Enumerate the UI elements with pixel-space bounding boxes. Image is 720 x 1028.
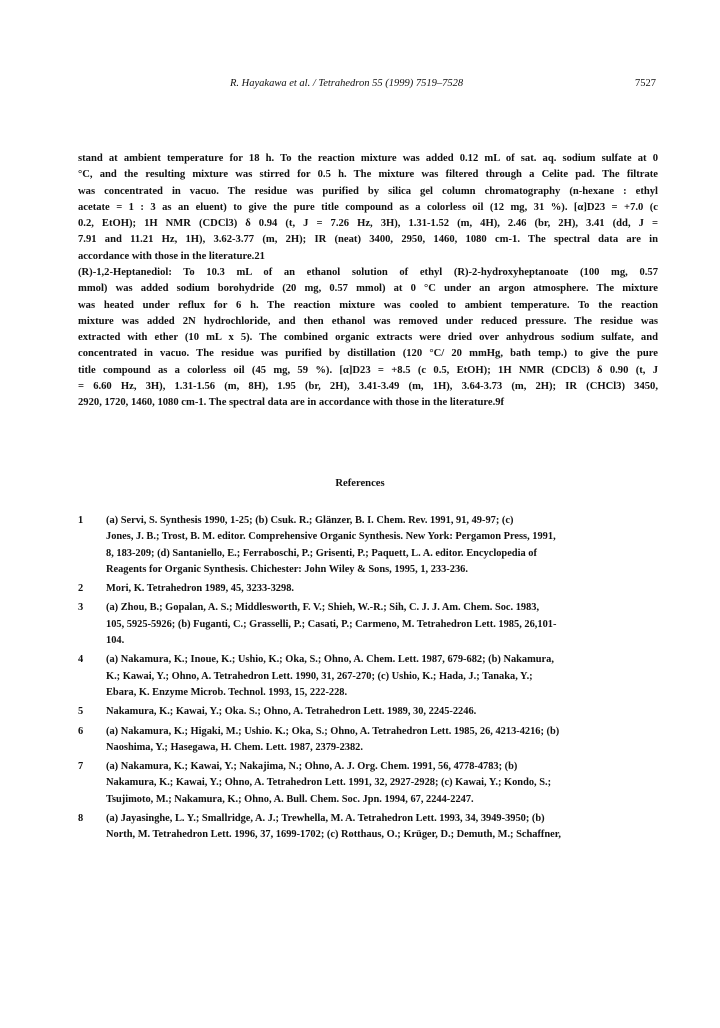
paragraph-line: = 6.60 Hz, 3H), 1.31-1.56 (m, 8H), 1.95 (br, 2H), 3.41-3.49 (m, 1H), 3.64-3.73 (m, 2H); IR (CHCl3) 3450, [78, 381, 658, 393]
paragraph-line: extracted with ether (10 mL x 5). The combined organic extracts were dried over anhydrous sodium sulfate, and [78, 332, 658, 344]
page-header [78, 78, 656, 94]
reference-line: (a) Nakamura, K.; Higaki, M.; Ushio. K.; Oka, S.; Ohno, A. Tetrahedron Lett. 1985, 26, 4213-4216; (b) [106, 725, 560, 737]
reference-item [78, 600, 658, 649]
references-list [78, 513, 658, 847]
paragraph-line: 7.91 and 11.21 Hz, 1H), 3.62-3.77 (m, 2H); IR (neat) 3400, 2950, 1460, 1080 cm-1. The spectral data are in [78, 234, 658, 246]
paragraph-line: mmol) was added sodium borohydride (20 mg, 0.57 mmol) at 0 °C under an argon atmosphere. The mixture [78, 283, 658, 295]
reference-line: K.; Kawai, Y.; Ohno, A. Tetrahedron Lett. 1990, 31, 267-270; (c) Ushio, K.; Hada, J.; Tanaka, Y.; [106, 670, 533, 682]
reference-text [106, 652, 658, 701]
page-number: 7527 [635, 78, 656, 89]
paragraph-line: °C, and the resulting mixture was stirred for 0.5 h. The mixture was filtered through a Celite pad. The filtrate [78, 169, 658, 181]
reference-line: Reagents for Organic Synthesis. Chichester: John Wiley & Sons, 1995, 1, 233-236. [106, 563, 468, 575]
reference-number: 5 [78, 706, 84, 718]
reference-text [106, 704, 658, 720]
references-heading: References [335, 478, 385, 489]
reference-line: Ebara, K. Enzyme Microb. Technol. 1993, 15, 222-228. [106, 686, 348, 698]
reference-line: 104. [106, 635, 125, 647]
reference-item [78, 811, 658, 844]
paragraph-line: was heated under reflux for 6 h. The reaction mixture was cooled to ambient temperature. To the reaction [78, 299, 658, 311]
paragraph-line: mixture was added 2N hydrochloride, and then ethanol was removed under reduced pressure. The residue was [78, 315, 658, 327]
reference-line: Mori, K. Tetrahedron 1989, 45, 3233-3298. [106, 583, 294, 595]
paragraph-line: accordance with those in the literature.21 [78, 250, 265, 262]
paragraph-2 [78, 265, 658, 412]
reference-number: 2 [78, 583, 84, 595]
reference-item [78, 704, 658, 720]
reference-text [106, 513, 658, 578]
reference-item [78, 513, 658, 578]
reference-text [106, 724, 658, 757]
reference-text [106, 600, 658, 649]
reference-line: North, M. Tetrahedron Lett. 1996, 37, 1699-1702; (c) Rotthaus, O.; Krüger, D.; Demuth, M.; Schaffner, [106, 829, 562, 841]
reference-number: 4 [78, 654, 84, 666]
reference-line: Jones, J. B.; Trost, B. M. editor. Comprehensive Organic Synthesis. New York: Pergamon Press, 1991, [106, 531, 556, 543]
reference-line: 105, 5925-5926; (b) Fuganti, C.; Grasselli, P.; Casati, P.; Carmeno, M. Tetrahedron Lett. 1985, 26,101- [106, 618, 557, 630]
reference-text [106, 759, 658, 808]
paragraph-line: 0.2, EtOH); 1H NMR (CDCl3) δ 0.94 (t, J = 7.26 Hz, 3H), 1.31-1.52 (m, 4H), 2.46 (br, 2H), 3.41 (dd, J = [78, 218, 658, 230]
paragraph-line: was concentrated in vacuo. The residue was purified by silica gel column chromatography (n-hexane : ethyl [78, 185, 658, 197]
reference-line: Naoshima, Y.; Hasegawa, H. Chem. Lett. 1987, 2379-2382. [106, 741, 363, 753]
reference-number: 8 [78, 813, 84, 825]
paragraph-line: concentrated in vacuo. The residue was purified by distillation (120 °C/ 20 mmHg, bath temp.) to give the pure [78, 348, 658, 360]
reference-item [78, 759, 658, 808]
paragraph-line: title compound as a colorless oil (45 mg, 59 %). [α]D23 = +8.5 (c 0.5, EtOH); 1H NMR (CDCl3) δ 0.90 (t, J [78, 364, 658, 376]
reference-item [78, 581, 658, 597]
reference-line: Tsujimoto, M.; Nakamura, K.; Ohno, A. Bull. Chem. Soc. Jpn. 1994, 67, 2244-2247. [106, 793, 474, 805]
reference-number: 7 [78, 761, 84, 773]
reference-line: (a) Servi, S. Synthesis 1990, 1-25; (b) Csuk. R.; Glänzer, B. I. Chem. Rev. 1991, 91, 49-97; (c) [106, 515, 514, 526]
paragraph-line: acetate = 1 : 3 as an eluent) to give the pure title compound as a colorless oil (12 mg, 31 %). [α]D23 = +7.0 (c [78, 201, 658, 213]
reference-line: Nakamura, K.; Kawai, Y.; Ohno, A. Tetrahedron Lett. 1991, 32, 2927-2928; (c) Kawai, Y.; Kondo, S.; [106, 777, 552, 789]
reference-text [106, 581, 658, 597]
running-title: R. Hayakawa et al. / Tetrahedron 55 (1999) 7519–7528 [230, 78, 464, 89]
reference-number: 6 [78, 725, 84, 737]
reference-number: 3 [78, 602, 84, 614]
reference-line: 8, 183-209; (d) Santaniello, E.; Ferraboschi, P.; Grisenti, P.; Paquett, L. A. editor. Encyclopedia of [106, 547, 537, 559]
paragraph-1 [78, 151, 658, 265]
reference-line: (a) Nakamura, K.; Inoue, K.; Ushio, K.; Oka, S.; Ohno, A. Chem. Lett. 1987, 679-682; (b) Nakamura, [106, 654, 554, 666]
reference-item [78, 652, 658, 701]
reference-line: Nakamura, K.; Kawai, Y.; Oka. S.; Ohno, A. Tetrahedron Lett. 1989, 30, 2245-2246. [106, 706, 477, 718]
reference-text [106, 811, 658, 844]
reference-line: (a) Nakamura, K.; Kawai, Y.; Nakajima, N.; Ohno, A. J. Org. Chem. 1991, 56, 4778-4783; (b) [106, 761, 518, 773]
reference-line: (a) Jayasinghe, L. Y.; Smallridge, A. J.; Trewhella, M. A. Tetrahedron Lett. 1993, 34, 3949-3950; (b) [106, 813, 545, 825]
reference-number: 1 [78, 515, 84, 526]
paragraph-line: (R)-1,2-Heptanediol: To 10.3 mL of an ethanol solution of ethyl (R)-2-hydroxyheptanoate (100 mg, 0.57 [78, 267, 658, 278]
paragraph-line: stand at ambient temperature for 18 h. To the reaction mixture was added 0.12 mL of sat. aq. sodium sulfate at 0 [78, 153, 658, 164]
paragraph-line: 2920, 1720, 1460, 1080 cm-1. The spectral data are in accordance with those in the literature.9f [78, 397, 505, 409]
reference-line: (a) Zhou, B.; Gopalan, A. S.; Middlesworth, F. V.; Shieh, W.-R.; Sih, C. J. J. Am. Chem. Soc. 1983, [106, 602, 540, 614]
reference-item [78, 724, 658, 757]
